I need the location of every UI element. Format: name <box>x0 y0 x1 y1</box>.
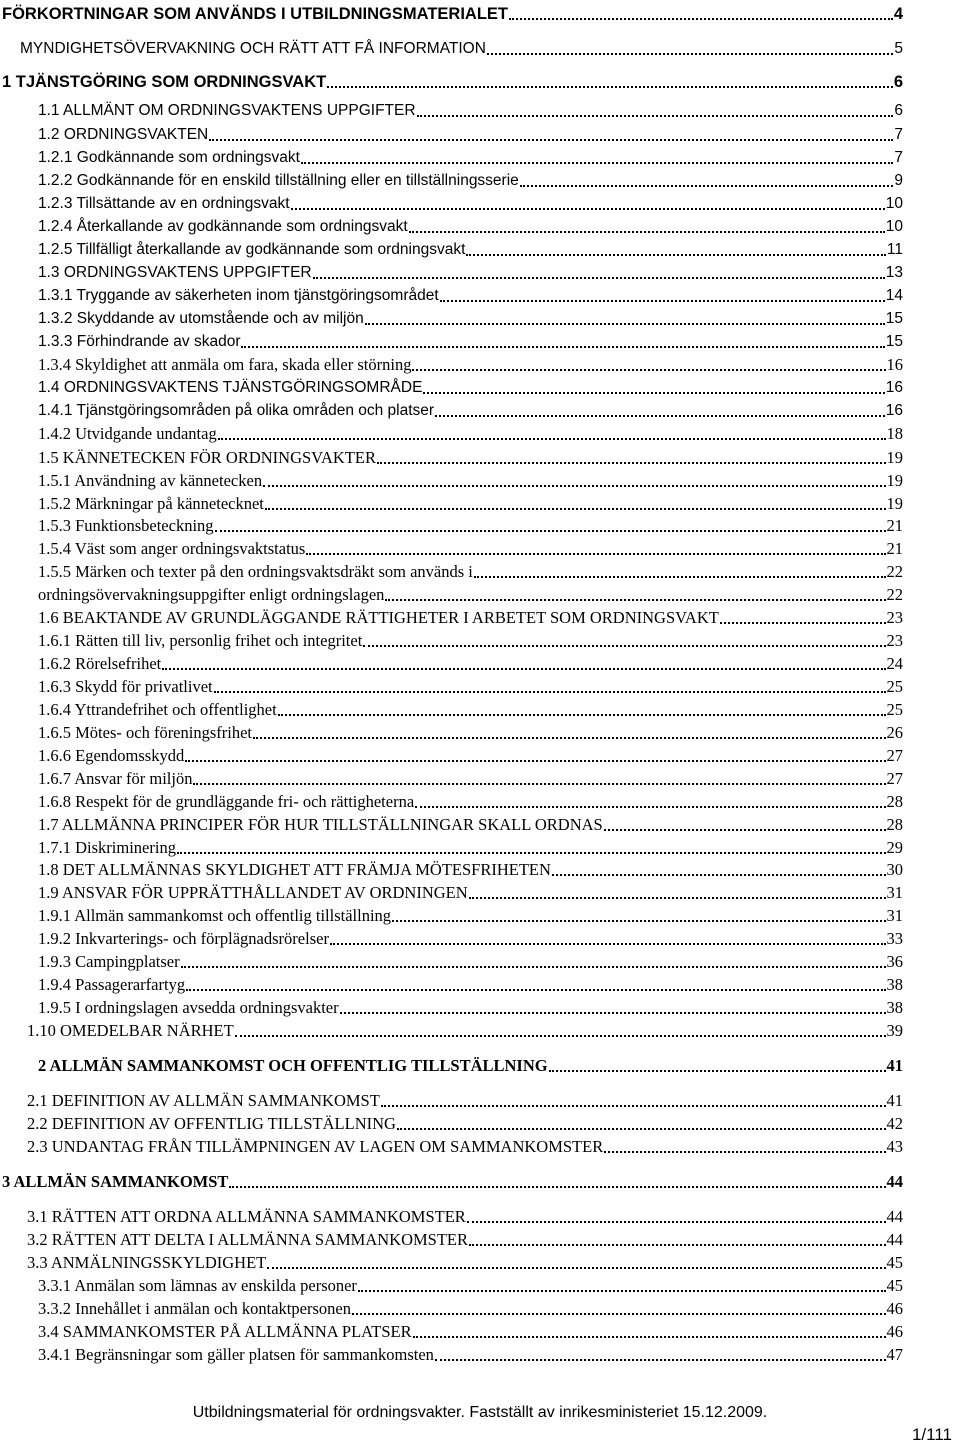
toc-entry-title: 1.7.1 Diskriminering <box>38 838 176 857</box>
toc-entry-title: 1.9.2 Inkvarterings- och förplägnadsrörelser <box>38 929 329 948</box>
toc-entry-title: 1.2.3 Tillsättande av en ordningsvakt <box>38 195 290 212</box>
toc-entry-page: 43 <box>886 1137 903 1156</box>
toc-dot-leader <box>487 53 893 55</box>
toc-entry[interactable] <box>38 1320 903 1342</box>
toc-dot-leader <box>330 943 886 945</box>
toc-entry-page: 28 <box>886 792 903 811</box>
toc-entry[interactable] <box>38 583 903 605</box>
toc-entry[interactable] <box>38 927 903 949</box>
toc-dot-leader <box>377 462 886 464</box>
toc-entry-page: 41 <box>886 1091 903 1110</box>
toc-entry-title: 1.3 ORDNINGSVAKTENS UPPGIFTER <box>38 264 312 281</box>
toc-dot-leader <box>193 783 885 785</box>
toc-entry-page: 44 <box>886 1230 903 1249</box>
toc-entry-page: 25 <box>886 700 903 719</box>
toc-entry-page: 47 <box>886 1345 903 1364</box>
toc-entry-page: 7 <box>894 149 903 166</box>
toc-entry-page: 18 <box>886 424 903 443</box>
toc-entry[interactable] <box>38 146 903 168</box>
toc-dot-leader <box>549 1070 886 1072</box>
toc-entry-title: 1.9.4 Passagerarfartyg <box>38 975 186 994</box>
toc-entry[interactable] <box>38 123 903 145</box>
toc-dot-leader <box>241 346 884 348</box>
toc-entry-title: 1.2.4 Återkallande av godkännande som ordningsvakt <box>38 218 408 235</box>
toc-entry[interactable] <box>38 813 903 835</box>
toc-entry[interactable] <box>38 1054 903 1076</box>
toc-entry[interactable] <box>38 1274 903 1296</box>
toc-dot-leader <box>218 438 886 440</box>
toc-dot-leader <box>340 1012 886 1014</box>
toc-dot-leader <box>363 645 885 647</box>
toc-entry-title: 1.1 ALLMÄNT OM ORDNINGSVAKTENS UPPGIFTER <box>38 102 416 119</box>
toc-dot-leader <box>520 185 894 187</box>
toc-entry-page: 33 <box>886 929 903 948</box>
toc-entry[interactable] <box>38 652 903 674</box>
toc-entry-title: 1.5 KÄNNETECKEN FÖR ORDNINGSVAKTER <box>38 448 376 467</box>
toc-entry[interactable] <box>27 1205 903 1227</box>
toc-entry[interactable] <box>38 353 903 375</box>
toc-entry[interactable] <box>38 284 903 306</box>
toc-dot-leader <box>552 874 886 876</box>
toc-entry-page: 45 <box>886 1253 903 1272</box>
toc-entry-title: 1.6.6 Egendomsskydd <box>38 746 185 765</box>
toc-entry[interactable] <box>38 744 903 766</box>
toc-entry-title: 1.8 DET ALLMÄNNAS SKYLDIGHET ATT FRÄMJA MÖTESFRIHETEN <box>38 860 551 879</box>
toc-entry[interactable] <box>38 950 903 972</box>
toc-entry-page: 16 <box>885 379 903 396</box>
page-footer: Utbildningsmaterial för ordningsvakter. Fastställt av inrikesministeriet 15.12.2009. <box>192 1404 768 1421</box>
toc-entry-page: 10 <box>885 195 903 212</box>
toc-entry-title: 1.3.2 Skyddande av utomstående och av miljön <box>38 310 364 327</box>
toc-entry-page: 21 <box>886 516 903 535</box>
toc-entry-page: 30 <box>886 860 903 879</box>
toc-entry-page: 23 <box>886 631 903 650</box>
toc-entry-title: 1.3.1 Tryggande av säkerheten inom tjänstgöringsområdet <box>38 287 439 304</box>
toc-entry-title: 1.4.2 Utvidgande undantag <box>38 424 217 443</box>
toc-entry-page: 21 <box>886 539 903 558</box>
toc-entry-title: 1.3.4 Skyldighet att anmäla om fara, skada eller störning <box>38 355 412 374</box>
toc-entry[interactable] <box>38 330 903 352</box>
toc-entry-page: 46 <box>886 1299 903 1318</box>
toc-entry[interactable] <box>20 37 903 59</box>
toc-entry-title: 1.6.8 Respekt för de grundläggande fri- och rättigheterna <box>38 792 415 811</box>
toc-entry-page: 13 <box>885 264 903 281</box>
toc-entry-title: 3.2 RÄTTEN ATT DELTA I ALLMÄNNA SAMMANKOMSTER <box>27 1230 468 1249</box>
toc-entry[interactable] <box>38 307 903 329</box>
toc-entry[interactable] <box>38 721 903 743</box>
toc-entry[interactable] <box>38 629 903 651</box>
toc-entry-title: 2 ALLMÄN SAMMANKOMST OCH OFFENTLIG TILLSTÄLLNING <box>38 1056 548 1075</box>
toc-entry-title: 1.7 ALLMÄNNA PRINCIPER FÖR HUR TILLSTÄLLNINGAR SKALL ORDNAS <box>38 815 603 834</box>
toc-entry[interactable] <box>38 469 903 491</box>
toc-entry-page: 44 <box>886 1172 903 1191</box>
toc-entry-page: 28 <box>886 815 903 834</box>
toc-entry[interactable] <box>2 70 903 92</box>
toc-entry-title: 2.1 DEFINITION AV ALLMÄN SAMMANKOMST <box>27 1091 380 1110</box>
toc-entry[interactable] <box>38 560 903 582</box>
toc-entry-page: 31 <box>886 906 903 925</box>
toc-entry-title: 1 TJÄNSTGÖRING SOM ORDNINGSVAKT <box>2 73 327 91</box>
toc-dot-leader <box>604 1151 885 1153</box>
toc-dot-leader <box>209 139 893 141</box>
toc-entry[interactable] <box>38 215 903 237</box>
toc-entry-page: 41 <box>886 1056 903 1075</box>
toc-dot-leader <box>423 392 884 394</box>
toc-entry[interactable] <box>38 99 903 121</box>
toc-entry[interactable] <box>38 996 903 1018</box>
toc-entry[interactable] <box>38 192 903 214</box>
toc-dot-leader <box>214 691 886 693</box>
toc-dot-leader <box>229 1186 885 1188</box>
toc-dot-leader <box>365 323 885 325</box>
toc-dot-leader <box>509 18 893 20</box>
toc-entry-title: 1.4.1 Tjänstgöringsområden på olika områden och platser <box>38 402 435 419</box>
toc-dot-leader <box>235 1035 886 1037</box>
toc-dot-leader <box>435 415 885 417</box>
toc-dot-leader <box>162 668 885 670</box>
toc-entry[interactable] <box>38 767 903 789</box>
toc-entry[interactable] <box>38 446 903 468</box>
toc-entry-title: FÖRKORTNINGAR SOM ANVÄNDS I UTBILDNINGSMATERIALET <box>2 5 508 23</box>
toc-entry[interactable] <box>2 1170 903 1192</box>
toc-entry-title: 1.6.1 Rätten till liv, personlig frihet och integritet <box>38 631 363 650</box>
toc-dot-leader <box>186 989 885 991</box>
toc-dot-leader <box>177 852 886 854</box>
toc-dot-leader <box>469 1244 886 1246</box>
toc-entry[interactable] <box>38 698 903 720</box>
toc-dot-leader <box>215 530 886 532</box>
toc-entry-page: 19 <box>886 448 903 467</box>
toc-entry-page: 27 <box>886 769 903 788</box>
toc-entry[interactable] <box>27 1089 903 1111</box>
toc-dot-leader <box>467 1221 886 1223</box>
toc-entry-page: 25 <box>886 677 903 696</box>
toc-entry[interactable] <box>38 675 903 697</box>
toc-entry[interactable] <box>27 1112 903 1134</box>
toc-entry[interactable] <box>38 376 903 398</box>
toc-entry-page: 7 <box>894 126 903 143</box>
toc-entry-title: 1.6 BEAKTANDE AV GRUNDLÄGGANDE RÄTTIGHETER I ARBETET SOM ORDNINGSVAKT <box>38 608 719 627</box>
toc-entry-title: 1.9.5 I ordningslagen avsedda ordningsvakter <box>38 998 339 1017</box>
toc-entry-page: 4 <box>893 5 903 23</box>
toc-entry-title: 3.3.2 Innehållet i anmälan och kontaktpersonen <box>38 1299 351 1318</box>
toc-entry[interactable] <box>27 1135 903 1157</box>
toc-entry-title: 1.2.5 Tillfälligt återkallande av godkännande som ordningsvakt <box>38 241 466 258</box>
toc-dot-leader <box>306 553 885 555</box>
toc-entry-page: 38 <box>886 998 903 1017</box>
toc-entry-title: MYNDIGHETSÖVERVAKNING OCH RÄTT ATT FÅ INFORMATION <box>20 40 486 57</box>
toc-entry-title: 1.6.4 Yttrandefrihet och offentlighet <box>38 700 277 719</box>
toc-entry-title: 1.9.1 Allmän sammankomst och offentlig tillställning <box>38 906 392 925</box>
toc-dot-leader <box>409 231 885 233</box>
toc-entry[interactable] <box>38 537 903 559</box>
toc-entry[interactable] <box>38 790 903 812</box>
toc-entry-title: 1.5.5 Märken och texter på den ordningsvaktsdräkt som används i <box>38 562 473 581</box>
toc-dot-leader <box>267 1267 885 1269</box>
toc-entry-page: 19 <box>886 494 903 513</box>
toc-dot-leader <box>440 300 885 302</box>
toc-entry-page: 6 <box>894 102 903 119</box>
toc-entry[interactable] <box>38 973 903 995</box>
toc-dot-leader <box>392 920 885 922</box>
toc-entry[interactable] <box>2 2 903 24</box>
toc-entry[interactable] <box>38 514 903 536</box>
toc-dot-leader <box>185 760 885 762</box>
toc-entry-title: ordningsövervakningsuppgifter enligt ordningslagen <box>38 585 385 604</box>
toc-dot-leader <box>415 806 885 808</box>
toc-entry-title: 1.5.2 Märkningar på kännetecknet <box>38 494 264 513</box>
toc-dot-leader <box>466 254 886 256</box>
toc-entry-title: 1.6.5 Mötes- och föreningsfrihet <box>38 723 252 742</box>
toc-entry[interactable] <box>38 1343 903 1365</box>
toc-dot-leader <box>352 1313 886 1315</box>
toc-dot-leader <box>265 508 886 510</box>
toc-entry-title: 1.9.3 Campingplatser <box>38 952 180 971</box>
toc-dot-leader <box>263 485 885 487</box>
toc-entry-page: 46 <box>886 1322 903 1341</box>
toc-dot-leader <box>397 1128 886 1130</box>
toc-entry-title: 1.4 ORDNINGSVAKTENS TJÄNSTGÖRINGSOMRÅDE <box>38 379 423 396</box>
toc-dot-leader <box>469 897 886 899</box>
toc-entry[interactable] <box>38 492 903 514</box>
toc-entry[interactable] <box>38 261 903 283</box>
toc-entry[interactable] <box>27 1228 903 1250</box>
toc-entry-page: 10 <box>885 218 903 235</box>
toc-entry-title: 3.3 ANMÄLNINGSSKYLDIGHET <box>27 1253 267 1272</box>
toc-entry-title: 3.4 SAMMANKOMSTER PÅ ALLMÄNNA PLATSER <box>38 1322 412 1341</box>
toc-dot-leader <box>417 115 894 117</box>
page-number: 1/111 <box>911 1425 952 1444</box>
toc-entry[interactable] <box>38 399 903 421</box>
toc-entry-title: 1.6.2 Rörelsefrihet <box>38 654 162 673</box>
toc-dot-leader <box>381 1105 886 1107</box>
toc-dot-leader <box>253 737 886 739</box>
toc-dot-leader <box>385 599 885 601</box>
toc-entry[interactable] <box>38 1297 903 1319</box>
toc-entry-page: 9 <box>894 172 903 189</box>
toc-entry-page: 27 <box>886 746 903 765</box>
toc-dot-leader <box>604 829 886 831</box>
toc-entry-page: 23 <box>886 608 903 627</box>
toc-entry-title: 1.3.3 Förhindrande av skador <box>38 333 241 350</box>
toc-entry-title: 3.4.1 Begränsningar som gäller platsen för sammankomsten <box>38 1345 434 1364</box>
toc-entry-title: 1.2.2 Godkännande för en enskild tillställning eller en tillställningsserie <box>38 172 519 189</box>
toc-entry-title: 1.2.1 Godkännande som ordningsvakt <box>38 149 300 166</box>
toc-entry-page: 5 <box>894 40 903 57</box>
toc-entry-page: 6 <box>893 73 903 91</box>
toc-entry[interactable] <box>38 606 903 628</box>
toc-entry-page: 44 <box>886 1207 903 1226</box>
toc-entry-page: 19 <box>886 471 903 490</box>
toc-dot-leader <box>181 966 886 968</box>
toc-entry-page: 22 <box>886 562 903 581</box>
toc-entry[interactable] <box>27 1251 903 1273</box>
toc-entry[interactable] <box>38 238 903 260</box>
toc-dot-leader <box>358 1290 886 1292</box>
toc-entry-title: 3.1 RÄTTEN ATT ORDNA ALLMÄNNA SAMMANKOMSTER <box>27 1207 466 1226</box>
toc-entry-page: 45 <box>886 1276 903 1295</box>
toc-dot-leader <box>278 714 886 716</box>
toc-entry-page: 16 <box>885 402 903 419</box>
toc-entry[interactable] <box>38 836 903 858</box>
toc-entry-page: 29 <box>886 838 903 857</box>
toc-dot-leader <box>412 369 885 371</box>
toc-dot-leader <box>313 277 885 279</box>
toc-entry-title: 3.3.1 Anmälan som lämnas av enskilda personer <box>38 1276 357 1295</box>
toc-entry-title: 3 ALLMÄN SAMMANKOMST <box>2 1172 229 1191</box>
toc-entry-page: 39 <box>886 1021 903 1040</box>
toc-entry-title: 1.6.7 Ansvar för miljön <box>38 769 193 788</box>
toc-entry[interactable] <box>27 1019 903 1041</box>
toc-dot-leader <box>720 622 886 624</box>
toc-dot-leader <box>474 576 886 578</box>
toc-entry-page: 31 <box>886 883 903 902</box>
toc-entry-page: 22 <box>886 585 903 604</box>
toc-dot-leader <box>327 86 893 88</box>
toc-entry-page: 16 <box>886 355 903 374</box>
toc-entry-page: 38 <box>886 975 903 994</box>
toc-entry-page: 42 <box>886 1114 903 1133</box>
toc-entry[interactable] <box>38 904 903 926</box>
toc-entry[interactable] <box>38 169 903 191</box>
toc-entry-page: 14 <box>885 287 903 304</box>
toc-entry-title: 1.6.3 Skydd för privatlivet <box>38 677 213 696</box>
toc-dot-leader <box>413 1336 886 1338</box>
toc-entry-title: 2.2 DEFINITION AV OFFENTLIG TILLSTÄLLNING <box>27 1114 396 1133</box>
toc-entry-title: 2.3 UNDANTAG FRÅN TILLÄMPNINGEN AV LAGEN OM SAMMANKOMSTER <box>27 1137 604 1156</box>
toc-entry[interactable] <box>38 422 903 444</box>
toc-entry-title: 1.10 OMEDELBAR NÄRHET <box>27 1021 234 1040</box>
toc-entry-title: 1.5.1 Användning av kännetecken <box>38 471 263 490</box>
toc-entry-title: 1.5.3 Funktionsbeteckning <box>38 516 214 535</box>
toc-entry-title: 1.5.4 Väst som anger ordningsvaktstatus <box>38 539 306 558</box>
toc-entry[interactable] <box>38 858 903 880</box>
toc-entry-title: 1.2 ORDNINGSVAKTEN <box>38 126 209 143</box>
toc-dot-leader <box>291 208 885 210</box>
toc-dot-leader <box>435 1359 886 1361</box>
toc-entry-title: 1.9 ANSVAR FÖR UPPRÄTTHÅLLANDET AV ORDNINGEN <box>38 883 468 902</box>
toc-entry-page: 15 <box>885 310 903 327</box>
toc-dot-leader <box>301 162 893 164</box>
toc-entry-page: 26 <box>886 723 903 742</box>
toc-entry-page: 24 <box>886 654 903 673</box>
toc-entry[interactable] <box>38 881 903 903</box>
toc-entry-page: 11 <box>886 241 903 258</box>
toc-entry-page: 15 <box>885 333 903 350</box>
toc-entry-page: 36 <box>886 952 903 971</box>
